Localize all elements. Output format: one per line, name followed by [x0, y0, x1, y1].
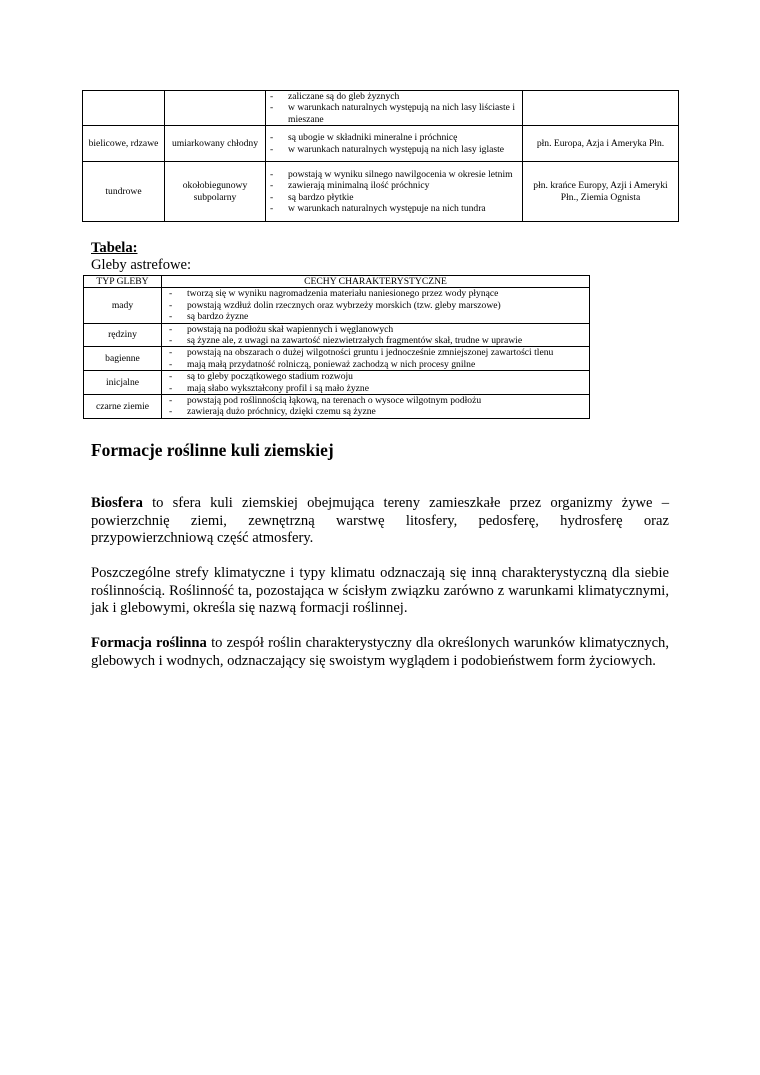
term-bold: Biosfera [91, 495, 143, 511]
table-caption-title: Tabela: [91, 240, 138, 256]
list-item: - w warunkach naturalnych występuje na nich tundra [270, 203, 520, 214]
table-row [84, 395, 590, 419]
list-item: - zawierają dużo próchnicy, dzięki czemu są żyzne [169, 406, 587, 417]
features-cell [162, 347, 590, 371]
list-item: - mają małą przydatność rolniczą, ponieważ zachodzą w nich procesy gnilne [169, 359, 587, 370]
term-bold: Formacja roślinna [91, 635, 207, 651]
features-cell [266, 162, 523, 222]
climate-cell [165, 91, 266, 126]
soil-type-cell: tundrowe [83, 162, 165, 222]
paragraph-text: to zespół roślin charakterystyczny dla określonych warunków klimatycznych, glebowych i wodnych, odznaczający się swoistym wyglądem i podobieństwem form życiowych. [91, 635, 669, 669]
soil-type-cell: rędziny [84, 323, 162, 347]
list-item: - mają słabo wykształcony profil i są mało żyzne [169, 383, 587, 394]
climate-cell: umiarkowany chłodny [165, 126, 266, 162]
regions-cell [523, 91, 679, 126]
regions-cell: płn. Europa, Azja i Ameryka Płn. [523, 126, 679, 162]
soil-type-cell: mady [84, 288, 162, 323]
list-item: - powstają w wyniku silnego nawilgocenia w okresie letnim [270, 169, 520, 180]
list-item: - powstają na podłożu skał wapiennych i węglanowych [169, 324, 587, 335]
list-item: - w warunkach naturalnych występują na nich lasy iglaste [270, 144, 520, 155]
table-row [83, 91, 679, 126]
features-cell [266, 126, 523, 162]
zonal-soils-table [82, 90, 679, 222]
soil-type-cell: inicjalne [84, 371, 162, 395]
list-item: - w warunkach naturalnych występują na nich lasy liściaste i mieszane [270, 102, 520, 125]
soil-type-cell: bielicowe, rdzawe [83, 126, 165, 162]
list-item: - tworzą się w wyniku nagromadzenia materiału naniesionego przez wody płynące [169, 288, 587, 299]
list-item: - są bardzo żyzne [169, 311, 587, 322]
table-header-row [84, 276, 590, 288]
soil-type-cell [83, 91, 165, 126]
features-cell [266, 91, 523, 126]
list-item: - są ubogie w składniki mineralne i próchnicę [270, 132, 520, 143]
column-header: TYP GLEBY [84, 276, 162, 288]
column-header: CECHY CHARAKTERYSTYCZNE [162, 276, 590, 288]
list-item: - są żyzne ale, z uwagi na zawartość niezwietrzałych fragmentów skał, trudne w uprawie [169, 335, 587, 346]
paragraph-biosfera [91, 495, 669, 548]
paragraph-strefy: Poszczególne strefy klimatyczne i typy klimatu odznaczają się inną charakterystyczną dla siebie roślinnością. Roślinność ta, pozostająca w ścisłym związku zarówno z warunkami klimatycznymi, jak i glebowymi, określa się nazwą formacji roślinnej. [91, 565, 669, 617]
regions-cell: płn. krańce Europy, Azji i Ameryki Płn., Ziemia Ognista [523, 162, 679, 222]
table-row [84, 288, 590, 323]
list-item: - są bardzo płytkie [270, 192, 520, 203]
azonal-soils-table [83, 275, 590, 419]
table-row [84, 371, 590, 395]
soil-type-cell: czarne ziemie [84, 395, 162, 419]
list-item: - zaliczane są do gleb żyznych [270, 91, 520, 102]
features-cell [162, 288, 590, 323]
table-row [83, 126, 679, 162]
list-item: - zawierają minimalną ilość próchnicy [270, 180, 520, 191]
list-item: - są to gleby początkowego stadium rozwoju [169, 371, 587, 382]
section-heading: Formacje roślinne kuli ziemskiej [91, 440, 334, 460]
paragraph-formacja [91, 635, 669, 670]
table-caption-subtitle: Gleby astrefowe: [91, 257, 192, 273]
table-row [84, 347, 590, 371]
list-item: - powstają wzdłuż dolin rzecznych oraz wybrzeży morskich (tzw. gleby marszowe) [169, 300, 587, 311]
list-item: - powstają na obszarach o dużej wilgotności gruntu i jednocześnie zmniejszonej zawartości tlenu [169, 347, 587, 358]
soil-type-cell: bagienne [84, 347, 162, 371]
features-cell [162, 323, 590, 347]
list-item: - powstają pod roślinnością łąkową, na terenach o wysoce wilgotnym podłożu [169, 395, 587, 406]
paragraph-text: to sfera kuli ziemskiej obejmująca tereny zamieszkałe przez organizmy żywe – powierzchnię ziemi, zewnętrzną warstwę litosfery, pedosferę, hydrosferę oraz przypowierzchniową część atmosfery. [91, 495, 669, 547]
table-row [84, 323, 590, 347]
features-cell [162, 395, 590, 419]
climate-cell: okołobiegunowy subpolarny [165, 162, 266, 222]
table-row [83, 162, 679, 222]
features-cell [162, 371, 590, 395]
